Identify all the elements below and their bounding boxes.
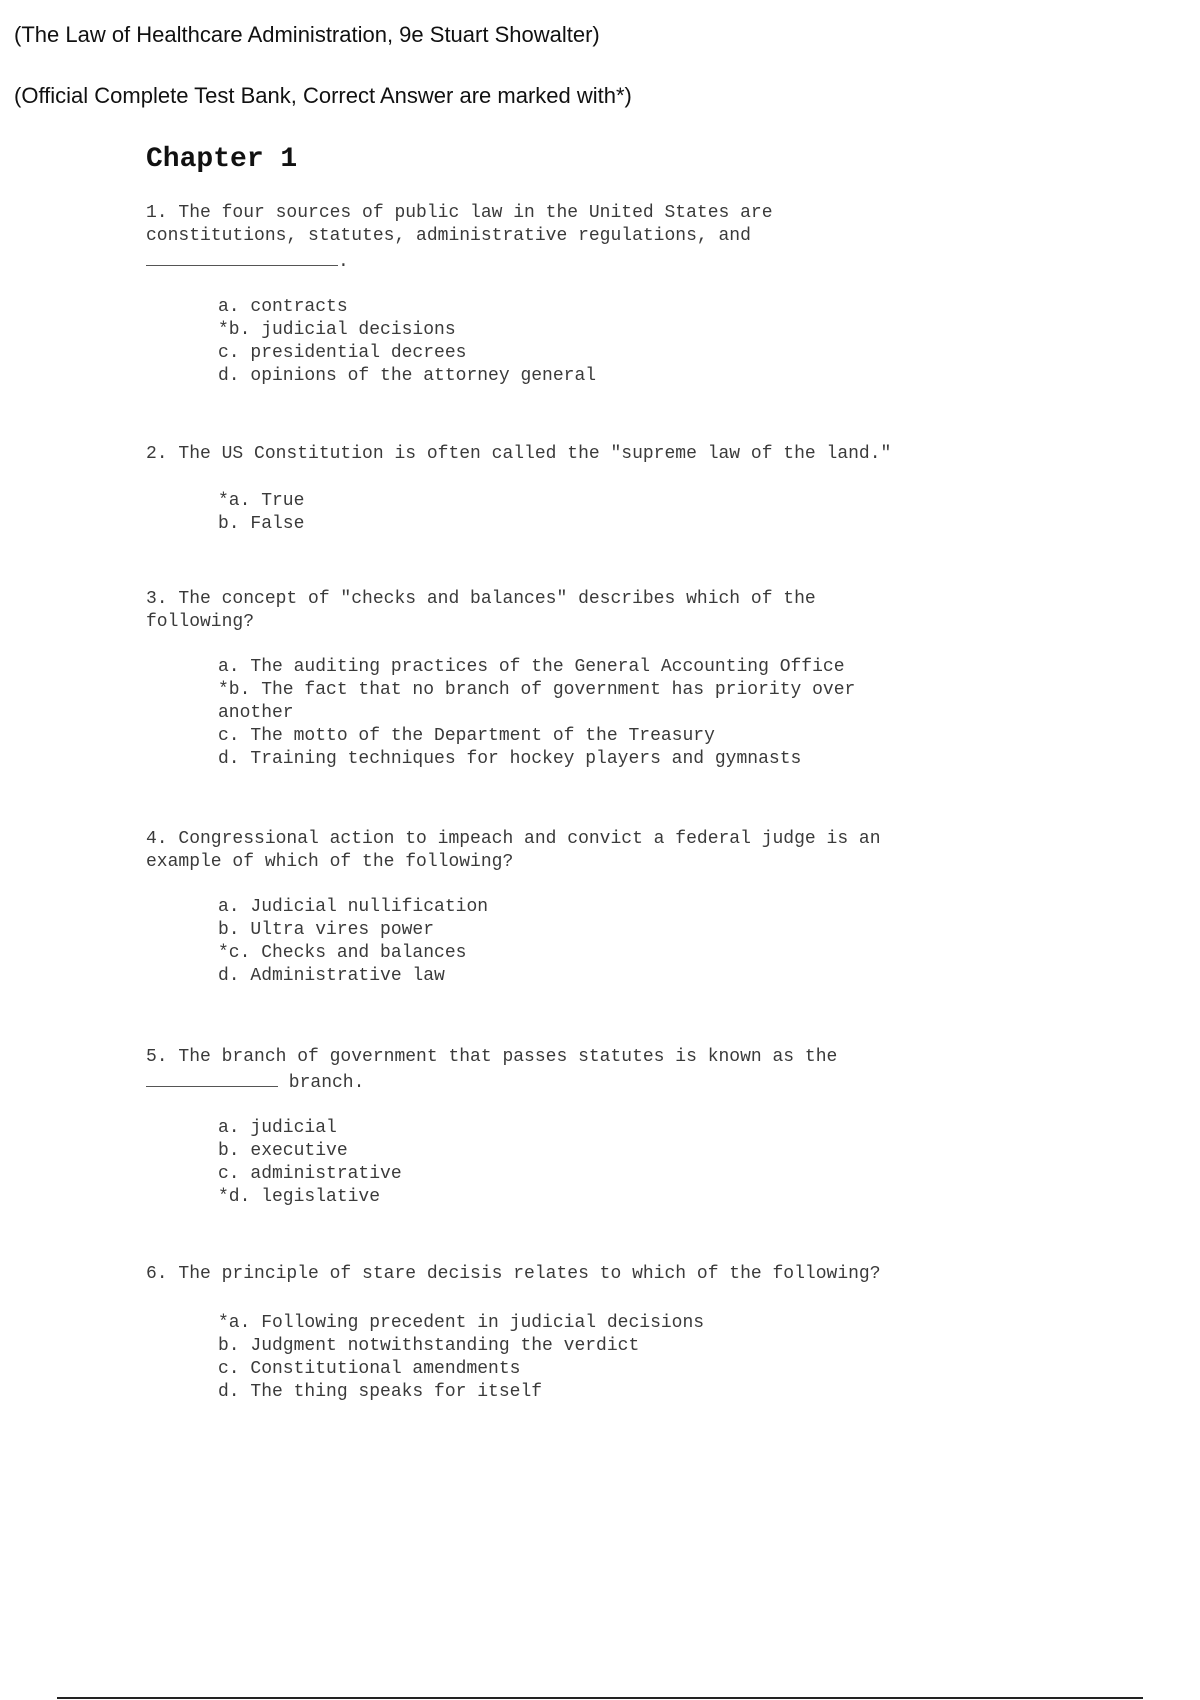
question-3 [146,588,855,771]
question-2 [146,443,891,536]
option-d-correct: *d. legislative [218,1187,381,1207]
chapter-heading: Chapter 1 [146,144,298,175]
option-d: d. Training techniques for hockey players and gymnasts [218,749,802,769]
question-4-stem [146,828,881,874]
question-2-stem: 2. The US Constitution is often called the "supreme law of the land." [146,444,892,464]
option-c: c. The motto of the Department of the Treasury [218,726,715,746]
question-6-stem: 6. The principle of stare decisis relates to which of the following? [146,1264,881,1284]
question-3-options [218,656,855,771]
question-4 [146,828,881,988]
option-d: d. Administrative law [218,966,445,986]
question-6-options [218,1312,881,1404]
option-c-correct: *c. Checks and balances [218,943,467,963]
option-b-correct: *b. judicial decisions [218,320,456,340]
question-3-stem-line-1: 3. The concept of "checks and balances" describes which of the [146,589,816,609]
question-1-stem-line-1: 1. The four sources of public law in the United States are [146,203,773,223]
option-c: c. administrative [218,1164,402,1184]
question-6 [146,1263,881,1404]
option-b-continuation: another [218,703,294,723]
question-4-options [218,896,881,988]
question-5-stem [146,1046,837,1095]
option-a: a. judicial [218,1118,337,1138]
option-d: d. opinions of the attorney general [218,366,597,386]
question-1-options [218,296,773,388]
question-4-stem-line-2: example of which of the following? [146,852,514,872]
option-b: b. Ultra vires power [218,920,435,940]
question-5-stem-suffix: branch. [278,1073,365,1093]
option-a: a. Judicial nullification [218,897,489,917]
option-b-correct: *b. The fact that no branch of government has priority over [218,680,856,700]
question-2-options [218,490,891,536]
question-1 [146,202,773,388]
question-5 [146,1046,837,1209]
option-b: b. executive [218,1141,348,1161]
test-bank-note: (Official Complete Test Bank, Correct Answer are marked with*) [14,83,632,108]
option-a: a. The auditing practices of the General Accounting Office [218,657,845,677]
question-1-stem [146,202,773,274]
question-1-stem-suffix: . [338,252,349,272]
option-c: c. presidential decrees [218,343,467,363]
option-b: b. False [218,514,305,534]
answer-blank [146,1069,278,1087]
book-title: (The Law of Healthcare Administration, 9e Stuart Showalter) [14,22,600,47]
question-1-stem-line-2: constitutions, statutes, administrative regulations, and [146,226,751,246]
option-a-correct: *a. Following precedent in judicial decisions [218,1313,705,1333]
option-c: c. Constitutional amendments [218,1359,521,1379]
footer-rule [57,1697,1143,1699]
option-b: b. Judgment notwithstanding the verdict [218,1336,640,1356]
option-a: a. contracts [218,297,348,317]
question-3-stem [146,588,855,634]
option-a-correct: *a. True [218,491,305,511]
question-5-options [218,1117,837,1209]
question-4-stem-line-1: 4. Congressional action to impeach and convict a federal judge is an [146,829,881,849]
question-3-stem-line-2: following? [146,612,255,632]
option-d: d. The thing speaks for itself [218,1382,543,1402]
answer-blank [146,248,338,266]
question-5-stem-line-1: 5. The branch of government that passes statutes is known as the [146,1047,838,1067]
